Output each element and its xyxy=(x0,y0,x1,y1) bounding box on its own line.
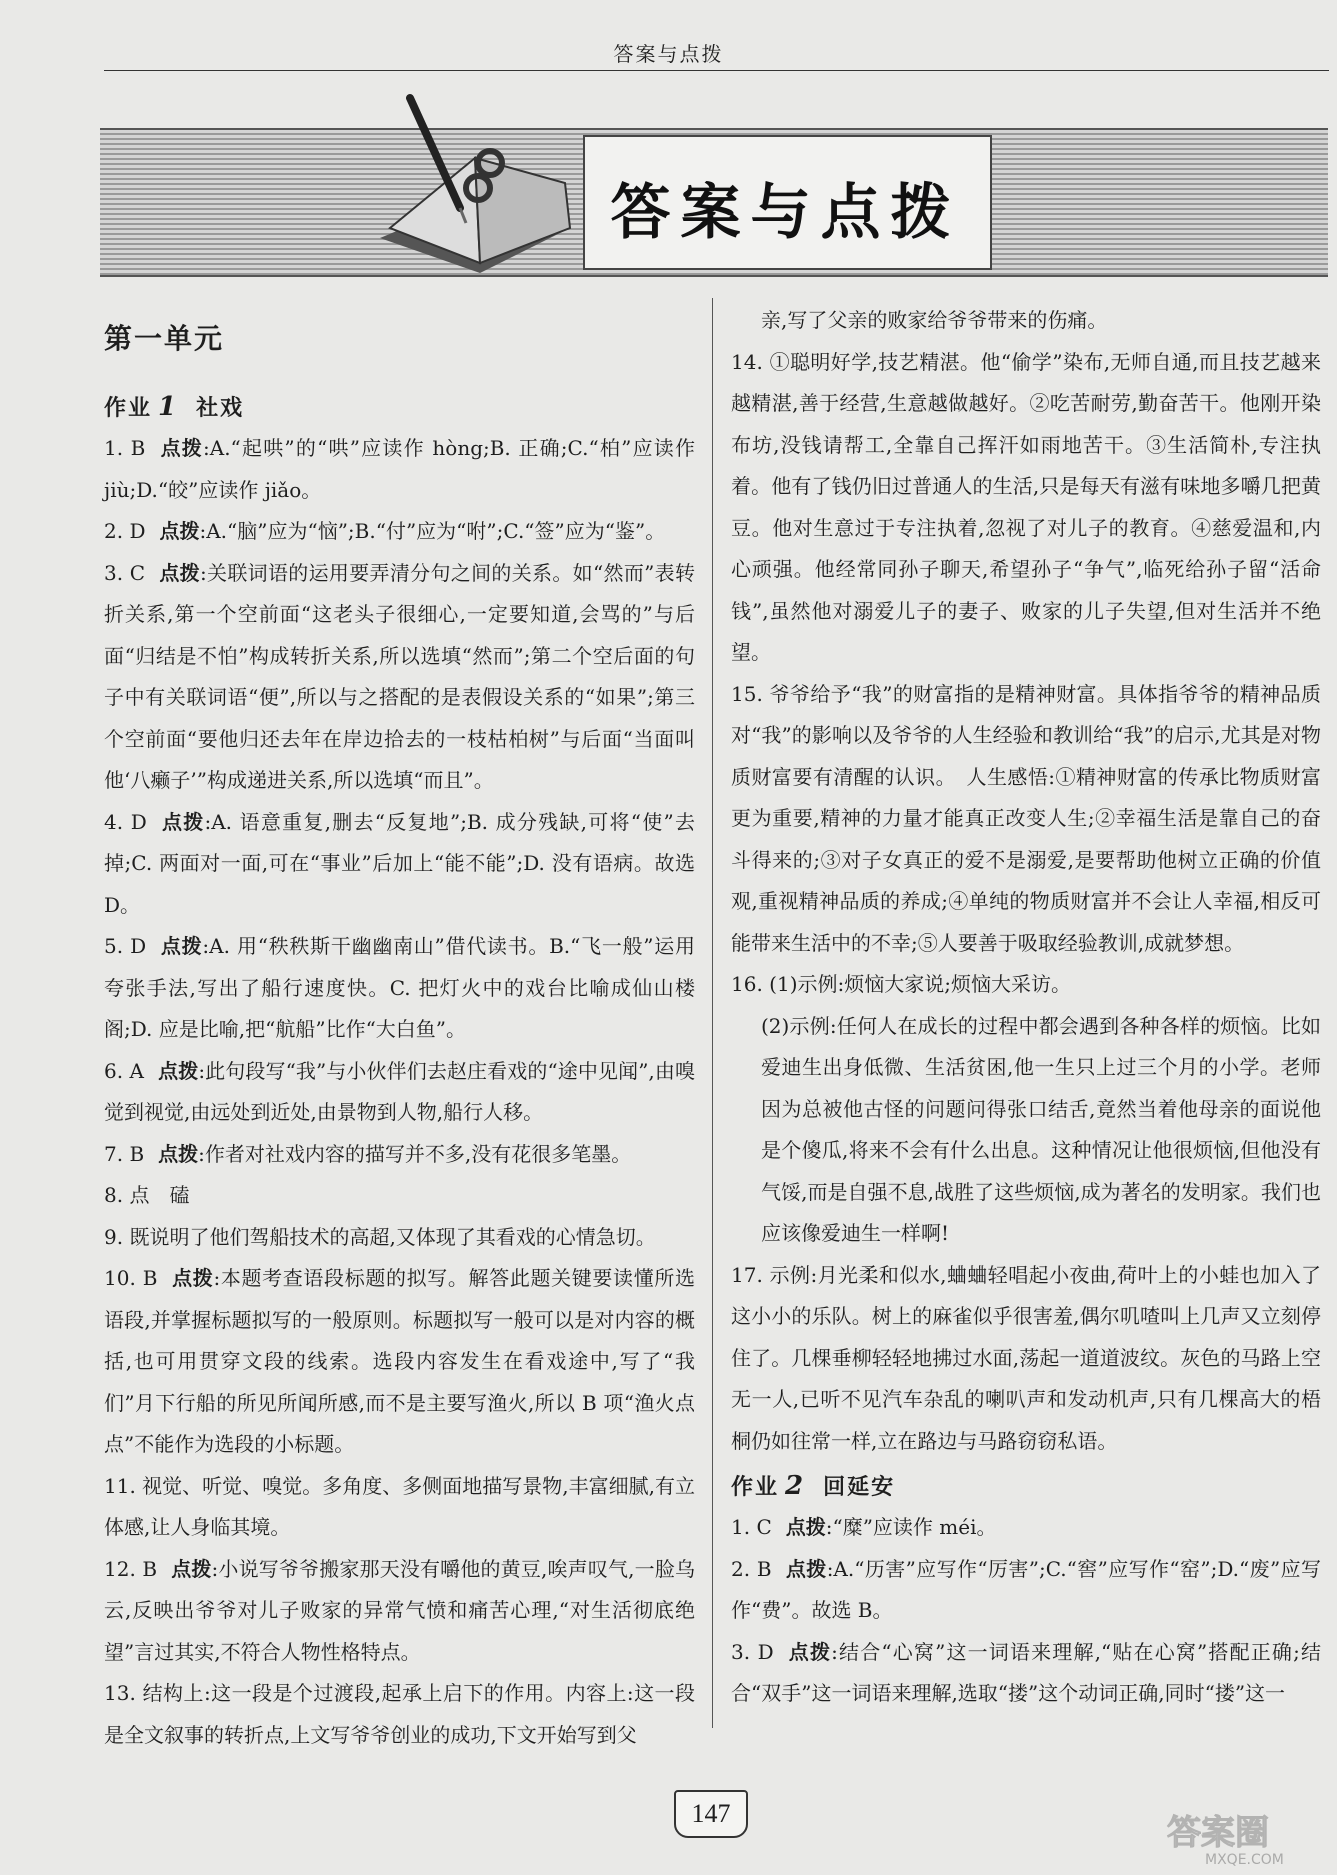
header-rule xyxy=(104,70,1329,71)
answer-6: 6. A 点拨:此句段写“我”与小伙伴们去赵庄看戏的“途中见闻”,由嗅觉到视觉,由远处到近处,由景物到人物,船行人移。 xyxy=(104,1058,696,1124)
answer-16-1: 16. (1)示例:烦恼大家说;烦恼大采访。 xyxy=(731,972,1071,996)
column-divider xyxy=(712,298,713,1728)
hw2-answer-3: 3. D 点拨:结合“心窝”这一词语来理解,“贴在心窝”搭配正确;结合“双手”这一词语来理解,选取“搂”这个动词正确,同时“搂”这一 xyxy=(731,1639,1321,1705)
homework-1-title: 作业 1 社戏 xyxy=(104,392,245,422)
running-header: 答案与点拨 xyxy=(613,42,724,66)
banner-title: 答案与点拨 xyxy=(610,178,961,248)
watermark-text: 答案圈 xyxy=(1167,1813,1269,1853)
right-column xyxy=(731,300,1321,1715)
answer-4: 4. D 点拨:A. 语意重复,删去“反复地”;B. 成分残缺,可将“使”去掉;C. 两面对一面,可在“事业”后加上“能不能”;D. 没有语病。故选 D。 xyxy=(104,809,695,917)
answer-10: 10. B 点拨:本题考查语段标题的拟写。解答此题关键要读懂所选语段,并掌握标题拟写的一般原则。标题拟写一般可以是对内容的概括,也可用贯穿文段的线索。选段内容发生在看戏途中,写了“我们”月下行船的所见所闻所感,而不是主要写渔火,所以 B 项“渔火点点”不能作为选段的小标题。 xyxy=(104,1266,695,1456)
hw2-answer-2: 2. B 点拨:A.“历害”应写作“厉害”;C.“窖”应写作“窑”;D.“废”应写作“费”。故选 B。 xyxy=(731,1556,1322,1622)
answer-16-2: (2)示例:任何人在成长的过程中都会遇到各种各样的烦恼。比如爱迪生出身低微、生活贫困,他一生只上过三个月的小学。老师因为总被他古怪的问题问得张口结舌,竟然当着他母亲的面说他是个傻瓜,将来不会有什么出息。这种情况让他很烦恼,但他没有气馁,而是自强不息,战胜了这些烦恼,成为著名的发明家。我们也应该像爱迪生一样啊! xyxy=(761,1013,1321,1245)
answer-7: 7. B 点拨:作者对社戏内容的描写并不多,没有花很多笔墨。 xyxy=(104,1141,632,1166)
answer-15: 15. 爷爷给予“我”的财富指的是精神财富。具体指爷爷的精神品质对“我”的影响以及爷爷的人生经验和教训给“我”的启示,尤其是对物质财富要有清醒的认识。 人生感悟:①精神财富的传承比物质财富更为重要,精神的力量才能真正改变人生;②幸福生活是靠自己的奋斗得来的;③对子女真正的爱不是溺爱,是要帮助他树立正确的价值观,重视精神品质的养成;④单纯的物质财富并不会让人幸福,相反可能带来生活中的不幸;⑤人要善于吸取经验教训,成就梦想。 xyxy=(731,681,1321,955)
answer-13-continued: 亲,写了父亲的败家给爷爷带来的伤痛。 xyxy=(761,308,1108,332)
page-number: 147 xyxy=(674,1790,748,1838)
watermark-url: MXQE.COM xyxy=(1205,1852,1284,1868)
answer-2: 2. D 点拨:A.“脑”应为“恼”;B.“付”应为“咐”;C.“签”应为“鉴”。 xyxy=(104,519,666,543)
answer-8: 8. 点 磕 xyxy=(104,1183,190,1207)
answer-14: 14. ①聪明好学,技艺精湛。他“偷学”染布,无师自通,而且技艺越来越精湛,善于经营,生意越做越好。②吃苦耐劳,勤奋苦干。他刚开染布坊,没钱请帮工,全靠自己挥汗如雨地苦干。③生活简朴,专注执着。他有了钱仍旧过普通人的生活,只是每天有滋有味地多嚼几把黄豆。他对生意过于专注执着,忽视了对儿子的教育。④慈爱温和,内心顽强。他经常同孙子聊天,希望孙子“争气”,临死给孙子留“活命钱”,虽然他对溺爱儿子的妻子、败家的儿子失望,但对生活并不绝望。 xyxy=(731,349,1321,664)
left-column xyxy=(104,305,695,1756)
answer-13: 13. 结构上:这一段是个过渡段,起承上启下的作用。内容上:这一段是全文叙事的转折点,上文写爷爷创业的成功,下文开始写到父 xyxy=(104,1681,695,1747)
answer-5: 5. D 点拨:A. 用“秩秩斯干幽幽南山”借代读书。B.“飞一般”运用夸张手法,写出了船行速度快。C. 把灯火中的戏台比喻成仙山楼阁;D. 应是比喻,把“航船”比作“大白鱼”。 xyxy=(104,934,695,1041)
hw2-answer-1: 1. C 点拨:“糜”应读作 méi。 xyxy=(731,1515,997,1539)
answer-3: 3. C 点拨:关联词语的运用要弄清分句之间的关系。如“然而”表转折关系,第一个空前面“这老头子很细心,一定要知道,会骂的”与后面“归结是不怕”构成转折关系,所以选填“然而”;第二个空后面的句子中有关联词语“便”,所以与之搭配的是表假设关系的“如果”;第三个空前面“要他归还去年在岸边拾去的一枝枯柏树”与后面“当面叫他‘八癞子’”构成递进关系,所以选填“而且”。 xyxy=(104,560,695,792)
answer-1: 1. B 点拨:A.“起哄”的“哄”应读作 hòng;B. 正确;C.“柏”应读作 jiù;D.“皎”应读作 jiǎo。 xyxy=(104,436,696,502)
answer-17: 17. 示例:月光柔和似水,蛐蛐轻唱起小夜曲,荷叶上的小蛙也加入了这小小的乐队。树上的麻雀似乎很害羞,偶尔叽喳叫上几声又立刻停住了。几棵垂柳轻轻地拂过水面,荡起一道道波纹。灰色的马路上空无一人,已听不见汽车杂乱的喇叭声和发动机声,只有几棵高大的梧桐仍如往常一样,立在路边与马路窃窃私语。 xyxy=(731,1262,1321,1453)
answer-12: 12. B 点拨:小说写爷爷搬家那天没有嚼他的黄豆,唉声叹气,一脸乌云,反映出爷爷对儿子败家的异常气愤和痛苦心理,“对生活彻底绝望”言过其实,不符合人物性格特点。 xyxy=(104,1556,695,1664)
watermark-logo xyxy=(1165,1808,1330,1868)
unit-title: 第一单元 xyxy=(104,322,225,355)
answer-11: 11. 视觉、听觉、嗅觉。多角度、多侧面地描写景物,丰富细腻,有立体感,让人身临其境。 xyxy=(104,1473,695,1539)
answer-9: 9. 既说明了他们驾船技术的高超,又体现了其看戏的心情急切。 xyxy=(104,1224,656,1249)
book-pen-illustration xyxy=(370,88,590,278)
homework-2-title: 作业 2 回延安 xyxy=(731,1471,896,1501)
